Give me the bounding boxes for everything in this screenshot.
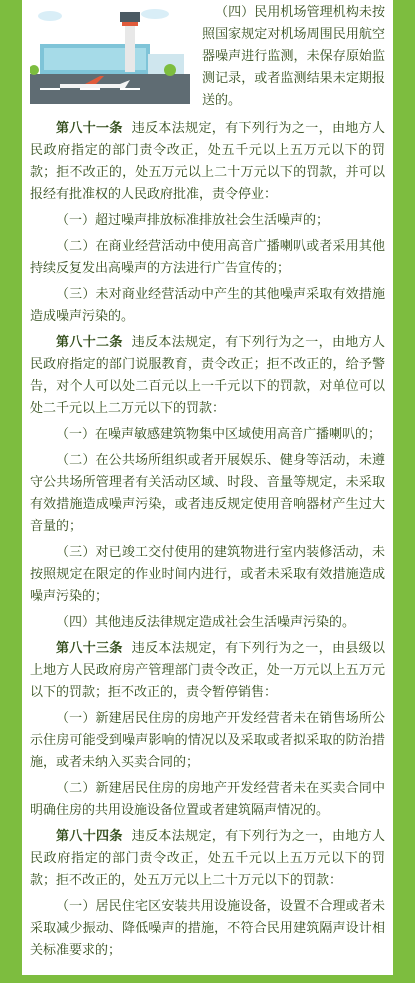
article-title: 第八十三条: [56, 641, 123, 656]
article-84: [30, 826, 385, 962]
article-item: （二）新建居民住房的房地产开发经营者未在买卖合同中明确住房的共用设施设备位置或者建筑隔声情况的。: [30, 781, 385, 818]
article-item: （三）对已竣工交付使用的建筑物进行室内装修活动，未按照规定在限定的作业时间内进行，或者未采取有效措施造成噪声污染的；: [30, 545, 385, 604]
article-text: 违反本法规定，有下列行为之一，由地方人民政府指定的部门责令改正，处五千元以上五万元以下的罚款；拒不改正的，处五万元以上二十万元以下的罚款，并可以报经有批准权的人民政府批准，责令停业：: [30, 121, 385, 202]
article-item: （三）未对商业经营活动中产生的其他噪声采取有效措施造成噪声污染的。: [30, 287, 385, 324]
document-content: [30, 0, 385, 966]
article-item: （一）超过噪声排放标准排放社会生活噪声的；: [56, 213, 330, 228]
article-81: [30, 118, 385, 328]
article-item: （二）在商业经营活动中使用高音广播喇叭或者采用其他持续反复发出高噪声的方法进行广告宣传的；: [30, 239, 385, 276]
article-title: 第八十一条: [56, 121, 123, 136]
article-82: [30, 332, 385, 634]
article-item: （二）在公共场所组织或者开展娱乐、健身等活动，未遵守公共场所管理者有关活动区域、时段、音量等规定，未采取有效措施造成噪声污染，或者违反规定使用音响器材产生过大音量的；: [30, 453, 385, 534]
article-text: 违反本法规定，有下列行为之一，由地方人民政府指定的部门责令改正，处五千元以上五万元以下的罚款；拒不改正的，处五万元以上二十万元以下的罚款：: [30, 829, 385, 888]
article-item: （一）居民住宅区安装共用设施设备，设置不合理或者未采取减少振动、降低噪声的措施，不符合民用建筑隔声设计相关标准要求的；: [30, 899, 385, 958]
article-text: 违反本法规定，有下列行为之一，由地方人民政府指定的部门说服教育，责令改正；拒不改正的，给予警告，对个人可以处二百元以上一千元以下的罚款，对单位可以处二千元以上二万元以下的罚款：: [30, 335, 385, 416]
article-item: （四）其他违反法律规定造成社会生活噪声污染的。: [56, 615, 356, 630]
article-title: 第八十四条: [56, 829, 123, 844]
bottom-border: [0, 975, 415, 983]
left-border: [0, 0, 22, 983]
article-item: （一）在噪声敏感建筑物集中区域使用高音广播喇叭的；: [56, 427, 382, 442]
article-title: 第八十二条: [56, 335, 123, 350]
intro-clause: （四）民用机场管理机构未按照国家规定对机场周围民用航空器噪声进行监测，未保存原始监测记录，或者监测结果未定期报送的。: [202, 5, 385, 108]
article-text: 违反本法规定，有下列行为之一，由县级以上地方人民政府房产管理部门责令改正，处一万元以上五万元以下的罚款；拒不改正的，责令暂停销售：: [30, 641, 385, 700]
article-83: [30, 638, 385, 822]
article-item: （一）新建居民住房的房地产开发经营者未在销售场所公示住房可能受到噪声影响的情况以及采取或者拟采取的防治措施，或者未纳入买卖合同的；: [30, 711, 385, 770]
right-border: [393, 0, 415, 983]
